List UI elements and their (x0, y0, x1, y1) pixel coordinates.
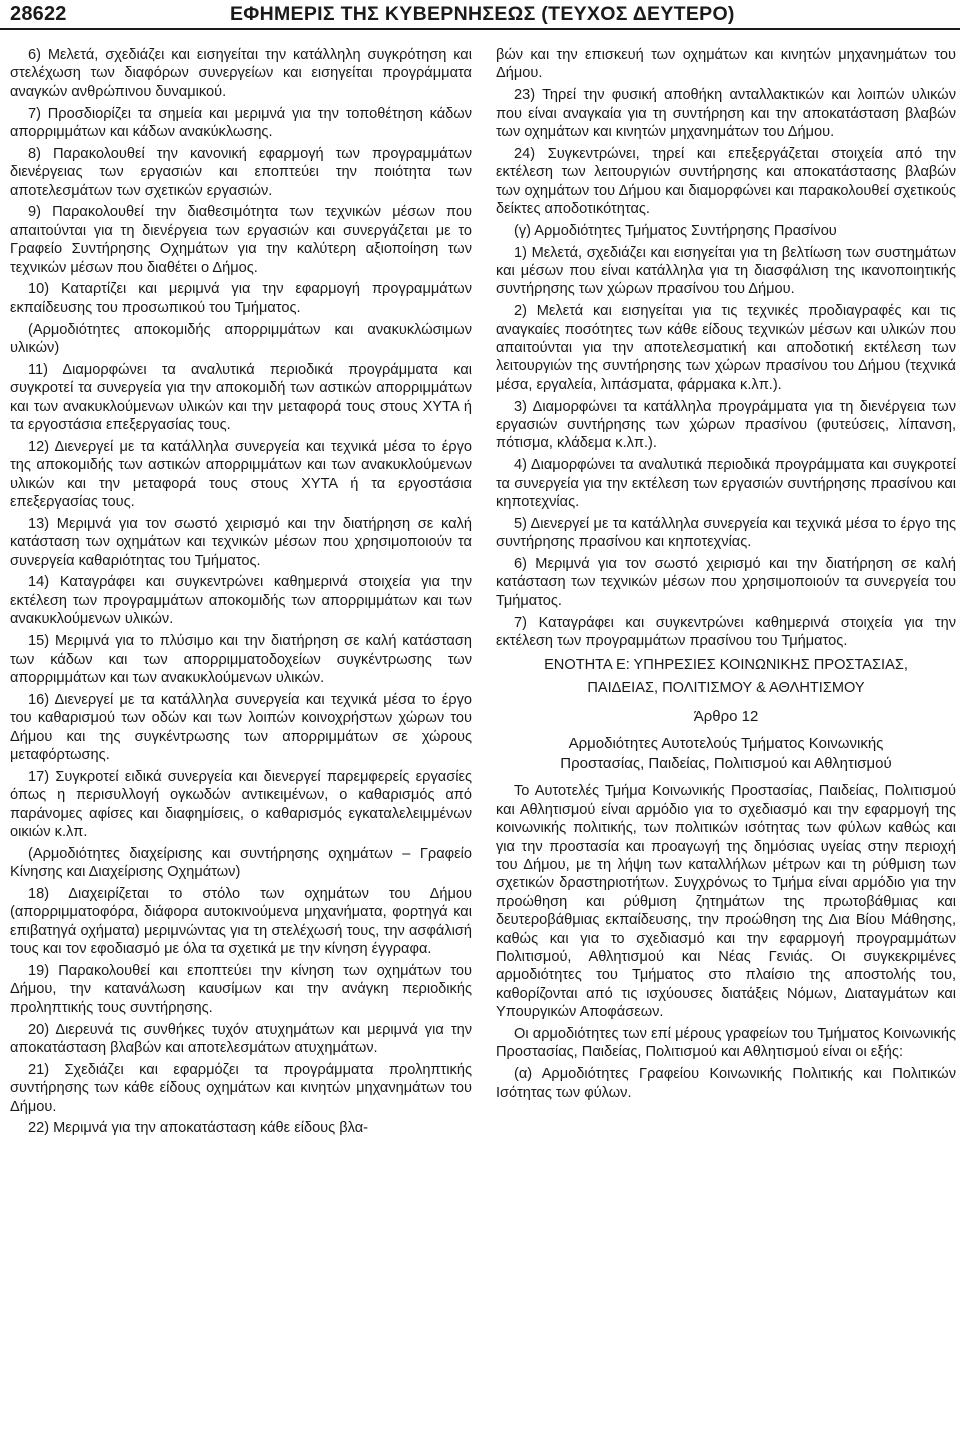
paragraph: 11) Διαμορφώνει τα αναλυτικά περιοδικά προγράμματα και συγκροτεί τα συνεργεία για την αποκομιδή των αστικών απορριμμάτων και των ανακυκλούμενων υλικών και την μεταφορά τους στους ΧΥΤΑ ή τα εργοστάσια επεξεργασίας τους. (10, 361, 472, 434)
section-heading-line: ΠΑΙΔΕΙΑΣ, ΠΟΛΙΤΙΣΜΟΥ & ΑΘΛΗΤΙΣΜΟΥ (587, 679, 865, 696)
page-header (0, 0, 960, 30)
paragraph: 17) Συγκροτεί ειδικά συνεργεία και διενεργεί παρεμφερείς εργασίες όπως η περισυλλογή ογκωδών αντικειμένων, ο καθαρισμός από παράνομες αφίσες και διαφημίσεις, ο καθαρισμός εγκαταλελειμμένων οικιών κ.λπ. (10, 768, 472, 840)
paragraph: 7) Καταγράφει και συγκεντρώνει καθημερινά στοιχεία για την εκτέλεση των προγραμμάτων πρασίνου του Τμήματος. (496, 614, 956, 650)
paragraph: 5) Διενεργεί με τα κατάλληλα συνεργεία και τεχνικά μέσα το έργο της συντήρησης πρασίνου και κηποτεχνίας. (496, 515, 956, 551)
paragraph: 2) Μελετά και εισηγείται για τις τεχνικές προδιαγραφές και τις αναγκαίες ποσότητες των κάθε είδους τεχνικών μέσων και υλικών που απαιτούνται για την αποτελεσματική και αποδοτική εκτέλεση των λειτουργιών της συντήρησης των χώρων πρασίνου του Δήμου (τεχνικά μέσα, εργαλεία, λιπάσματα, φάρμακα κ.λπ.). (496, 303, 956, 393)
continued-paragraph: βών και την επισκευή των οχημάτων και κινητών μηχανημάτων του Δήμου. (496, 47, 956, 82)
paragraph: 10) Καταρτίζει και μεριμνά για την εφαρμογή προγραμμάτων εκπαίδευσης του προσωπικού του Τμήματος. (10, 281, 472, 316)
paragraph: Το Αυτοτελές Τμήμα Κοινωνικής Προστασίας, Παιδείας, Πολιτισμού και Αθλητισμού είναι αρμόδιο για το σχεδιασμό και την εφαρμογή της κοινωνικής πολιτικής, των πολιτικών ισότητας των φύλων καθώς και για την προστασία και προαγωγή της δημόσιας υγείας στην περιοχή του Δήμου, με τη λήψη των καταλλήλων μέτρων και τη ρύθμιση των σχετικών δραστηριοτήτων. Συγχρόνως το Τμήμα είναι αρμόδιο για την προώθηση και ρύθμιση ζητημάτων της πρωτοβάθμιας και δευτεροβάθμιας εκπαίδευσης, την προώθηση της Δια Βίου Μάθησης, καθώς και για το σχεδιασμό και την εφαρμογή προγραμμάτων Πολιτισμού, Αθλητισμού και Νέας Γενιάς. Οι συγκεκριμένες αρμοδιότητες του Τμήματος στο πλαίσιο της αποστολής του, καθορίζονται από τις ισχύουσες διατάξεις Νόμων, Διαταγμάτων και Υπουργικών Αποφάσεων. (496, 783, 956, 1021)
paragraph: 12) Διενεργεί με τα κατάλληλα συνεργεία και τεχνικά μέσα το έργο της αποκομιδής των αστικών απορριμμάτων και των ανακυκλούμενων υλικών και την μεταφορά τους στους ΧΥΤΑ ή τα εργοστάσια επεξεργασίας τους. (10, 438, 472, 511)
paragraph: 8) Παρακολουθεί την κανονική εφαρμογή των προγραμμάτων διενέργειας των εργασιών και εποπτεύει την ποιότητα των αποτελεσμάτων των σχετικών εργασιών. (10, 145, 472, 199)
paragraph: 1) Μελετά, σχεδιάζει και εισηγείται για τη βελτίωση των συστημάτων και μέσων που είναι κατάλληλα για τη διασφάλιση της ικανοποιητικής συντήρησης των χώρων πρασίνου του Δήμου. (496, 244, 956, 298)
paragraph: 6) Μεριμνά για τον σωστό χειρισμό και την διατήρηση σε καλή κατάσταση των τεχνικών μέσων που χρησιμοποιούν τα συνεργεία του Τμήματος. (496, 556, 956, 609)
paragraph: 23) Τηρεί την φυσική αποθήκη ανταλλακτικών και λοιπών υλικών που είναι αναγκαία για τη συντήρηση και την αποκατάσταση βλαβών των οχημάτων και κινητών μηχανημάτων του Δήμου. (496, 87, 956, 141)
paragraph: 7) Προσδιορίζει τα σημεία και μεριμνά για την τοποθέτηση κάδων απορριμμάτων και κάδων ανακύκλωσης. (10, 105, 472, 141)
subheading: (Αρμοδιότητες αποκομιδής απορριμμάτων και ανακυκλώσιμων υλικών) (10, 321, 472, 357)
publication-title: ΕΦΗΜΕΡΙΣ ΤΗΣ ΚΥΒΕΡΝΗΣΕΩΣ (ΤΕΥΧΟΣ ΔΕΥΤΕΡΟ) (230, 3, 735, 25)
paragraph: 3) Διαμορφώνει τα κατάλληλα προγράμματα για τη διενέργεια των εργασιών συντήρησης των χώρων πρασίνου (φυτεύσεις, λίπανση, πότισμα, κλάδεμα κ.λπ.). (496, 398, 956, 452)
paragraph: 21) Σχεδιάζει και εφαρμόζει τα προγράμματα προληπτικής συντήρησης των κάθε είδους οχημάτων και κινητών μηχανημάτων του Δήμου. (10, 1061, 472, 1115)
paragraph: 14) Καταγράφει και συγκεντρώνει καθημερινά στοιχεία για την εκτέλεση των προγραμμάτων αποκομιδής των απορριμμάτων και των ανακυκλούμενων υλικών. (10, 574, 472, 628)
paragraph: (α) Αρμοδιότητες Γραφείου Κοινωνικής Πολιτικής και Πολιτικών Ισότητας των φύλων. (496, 1066, 956, 1101)
paragraph: Οι αρμοδιότητες των επί μέρους γραφείων του Τμήματος Κοινωνικής Προστασίας, Παιδείας, Πολιτισμού και Αθλητισμού είναι οι εξής: (496, 1025, 956, 1061)
paragraph: 22) Μεριμνά για την αποκατάσταση κάθε είδους βλα- (28, 1120, 369, 1137)
paragraph: 20) Διερευνά τις συνθήκες τυχόν ατυχημάτων και μεριμνά για την αποκατάσταση βλαβών και αποτελεσμάτων ατυχημάτων. (10, 1021, 472, 1056)
left-column (10, 46, 472, 1141)
paragraph: 4) Διαμορφώνει τα αναλυτικά περιοδικά προγράμματα και συγκροτεί τα συνεργεία για την εκτέλεση των εργασιών συντήρησης πρασίνου και κηποτεχνίας. (496, 457, 956, 511)
paragraph: 19) Παρακολουθεί και εποπτεύει την κίνηση των οχημάτων του Δήμου, την κατανάλωση καυσίμων και την ανάγκη περιοδικής προληπτικής τους συντήρησης. (10, 962, 472, 1016)
right-column (496, 46, 956, 1105)
paragraph: 16) Διενεργεί με τα κατάλληλα συνεργεία και τεχνικά μέσα το έργο του καθαρισμού των οδών και των λοιπών κοινοχρήστων χώρων του Δήμου και της συγκέντρωσης των απορριμμάτων σε χώρους μεταφόρτωσης. (10, 691, 472, 763)
paragraph: 18) Διαχειρίζεται το στόλο των οχημάτων του Δήμου (απορριμματοφόρα, διάφορα αυτοκινούμενα μηχανήματα, φορτηγά και επιβατηγά οχήματα) μεριμνώντας για τη στελέχωσή τους, την ασφάλισή τους και τον εφοδιασμό με όλα τα σχετικά με την κίνηση έγγραφα. (10, 885, 472, 958)
section-heading-line: ΕΝΟΤΗΤΑ Ε: ΥΠΗΡΕΣΙΕΣ ΚΟΙΝΩΝΙΚΗΣ ΠΡΟΣΤΑΣΙΑΣ, (544, 656, 908, 673)
subheading: (γ) Αρμοδιότητες Τμήματος Συντήρησης Πρασίνου (514, 222, 837, 239)
paragraph: 9) Παρακολουθεί την διαθεσιμότητα των τεχνικών μέσων που απαιτούνται για τη διενέργεια των εργασιών και συνεργάζεται με το Γραφείο Συντήρησης Οχημάτων για την καλύτερη αξιοποίηση των τεχνικών μέσων που διαθέτει ο Δήμος. (10, 204, 472, 276)
article-title-line: Προστασίας, Παιδείας, Πολιτισμού και Αθλητισμού (560, 755, 892, 773)
paragraph: 13) Μεριμνά για τον σωστό χειρισμό και την διατήρηση σε καλή κατάσταση των οχημάτων και τεχνικών μέσων που χρησιμοποιούν τα συνεργεία καθαριότητας του Τμήματος. (10, 515, 472, 569)
article-number: Άρθρο 12 (693, 707, 759, 725)
page-number: 28622 (10, 3, 67, 25)
paragraph: 6) Μελετά, σχεδιάζει και εισηγείται την κατάλληλη συγκρότηση και στελέχωση των διαφόρων συνεργείων και εισηγείται προγράμματα αναγκών ανθρώπινου δυναμικού. (10, 47, 472, 100)
section-heading (496, 654, 956, 700)
paragraph: 15) Μεριμνά για το πλύσιμο και την διατήρηση σε καλή κατάσταση των κάδων και των απορριμματοδοχείων συγκέντρωσης των απορριμμάτων και των ανακυκλούμενων υλικών. (10, 633, 472, 686)
article-title-line: Αρμοδιότητες Αυτοτελούς Τμήματος Κοινωνικής (568, 735, 884, 753)
paragraph: 24) Συγκεντρώνει, τηρεί και επεξεργάζεται στοιχεία από την εκτέλεση των λειτουργιών συντήρησης και αποκατάστασης βλαβών των οχημάτων του Δήμου και διαμορφώνει και παρακολουθεί σχετικούς δείκτες αποδοτικότητας. (496, 145, 956, 218)
subheading: (Αρμοδιότητες διαχείρισης και συντήρησης οχημάτων – Γραφείο Κίνησης και Διαχείρισης Οχημάτων) (10, 845, 472, 881)
article-title (496, 734, 956, 774)
